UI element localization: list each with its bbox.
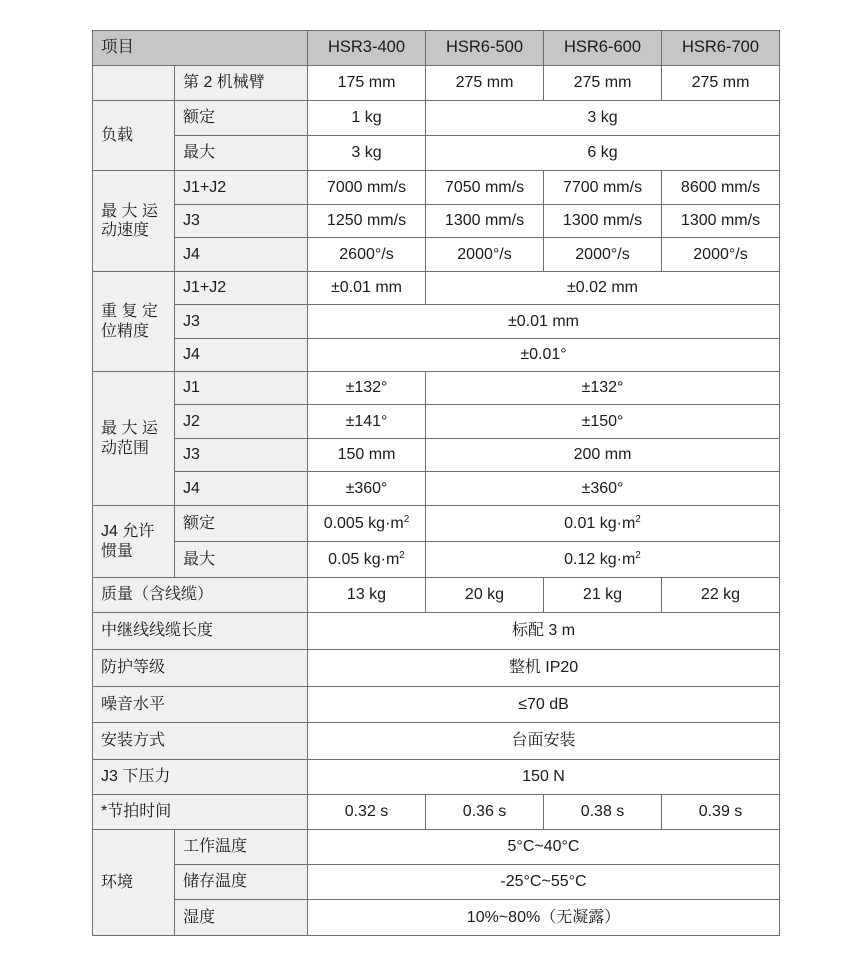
header-item-label: 项目 [93,31,308,66]
group-payload: 负载 [93,101,175,171]
cell-merged [426,542,780,578]
row-label: 第 2 机械臂 [175,66,308,101]
row-mounting [93,723,780,760]
row-label: 工作温度 [175,830,308,865]
group-label-line2: 动范围 [101,439,150,457]
cell: 21 kg [544,578,662,613]
group-label-line1: 最 大 运 [101,420,158,438]
row-env-humidity [93,900,780,936]
cell-merged: 10%~80%（无凝露） [308,900,780,936]
cell: 2600°/s [308,238,426,272]
cell: ±132° [308,372,426,405]
row-label: J3 [175,305,308,339]
cell-merged: 150 N [308,760,780,795]
cell-merged [426,506,780,542]
row-range-j2 [93,405,780,439]
cell: 7700 mm/s [544,171,662,205]
cell [308,506,426,542]
row-repeat-j3 [93,305,780,339]
row-payload-rated [93,101,780,136]
group-label-line1: J4 允许 [101,523,155,541]
row-arm2 [93,66,780,101]
cell-merged: ±0.01° [308,339,780,372]
row-label: J4 [175,339,308,372]
header-row [93,31,780,66]
cell-merged: 台面安装 [308,723,780,760]
cell-text: 0.01 kg·m [564,514,636,532]
cell: 8600 mm/s [662,171,780,205]
header-model-3: HSR6-600 [544,31,662,66]
row-label: 质量（含线缆） [93,578,308,613]
cell: 1 kg [308,101,426,136]
cell-merged: ±0.01 mm [308,305,780,339]
row-label: J3 [175,439,308,472]
cell: 0.36 s [426,795,544,830]
row-label: J1+J2 [175,272,308,305]
row-repeat-j4 [93,339,780,372]
empty-group-cell [93,66,175,101]
row-label: J2 [175,405,308,439]
cell: 3 kg [308,136,426,171]
cell: 22 kg [662,578,780,613]
row-label: J3 [175,205,308,238]
group-label-line2: 惯量 [101,542,134,560]
cell: 0.39 s [662,795,780,830]
row-label: 中继线线缆长度 [93,613,308,650]
row-protection [93,650,780,687]
row-label: 安装方式 [93,723,308,760]
group-label-line2: 动速度 [101,222,150,239]
cell-merged: -25°C~55°C [308,865,780,900]
group-label-line1: 最 大 运 [101,202,158,220]
row-range-j3 [93,439,780,472]
group-speed [93,171,175,272]
row-inertia-max [93,542,780,578]
cell: 275 mm [662,66,780,101]
cell-merged: ±360° [426,472,780,506]
row-repeat-j1j2 [93,272,780,305]
row-label: 最大 [175,542,308,578]
header-model-1: HSR3-400 [308,31,426,66]
header-model-4: HSR6-700 [662,31,780,66]
cell: 1300 mm/s [662,205,780,238]
cell-merged: ≤70 dB [308,687,780,723]
group-environment: 环境 [93,830,175,936]
row-cable [93,613,780,650]
row-inertia-rated [93,506,780,542]
row-range-j1 [93,372,780,405]
group-inertia [93,506,175,578]
cell: 0.38 s [544,795,662,830]
cell: ±0.01 mm [308,272,426,305]
cell-merged: 标配 3 m [308,613,780,650]
cell-merged: ±150° [426,405,780,439]
row-label: J3 下压力 [93,760,308,795]
row-label: 储存温度 [175,865,308,900]
cell-text: 0.05 kg·m [328,550,400,568]
cell-merged: 整机 IP20 [308,650,780,687]
row-label: J4 [175,238,308,272]
cell: 1250 mm/s [308,205,426,238]
cell: 175 mm [308,66,426,101]
cell-merged: ±132° [426,372,780,405]
row-payload-max [93,136,780,171]
row-mass [93,578,780,613]
cell: 275 mm [544,66,662,101]
row-label: 额定 [175,506,308,542]
cell: 13 kg [308,578,426,613]
group-repeatability [93,272,175,372]
cell-merged: ±0.02 mm [426,272,780,305]
spec-table [92,30,780,936]
cell: 275 mm [426,66,544,101]
row-speed-j1j2 [93,171,780,205]
cell: ±360° [308,472,426,506]
row-label: 额定 [175,101,308,136]
row-label: 最大 [175,136,308,171]
cell: 1300 mm/s [544,205,662,238]
row-label: J4 [175,472,308,506]
header-model-2: HSR6-500 [426,31,544,66]
cell: 2000°/s [544,238,662,272]
cell: 1300 mm/s [426,205,544,238]
cell: 20 kg [426,578,544,613]
group-range [93,372,175,506]
group-label-line2: 位精度 [101,322,150,340]
row-cycle-time [93,795,780,830]
row-label: 防护等级 [93,650,308,687]
cell: 0.32 s [308,795,426,830]
superscript: 2 [635,513,641,525]
superscript: 2 [399,549,405,561]
cell-merged: 5°C~40°C [308,830,780,865]
row-label: 湿度 [175,900,308,936]
cell-merged: 200 mm [426,439,780,472]
row-label: *节拍时间 [93,795,308,830]
cell: 7050 mm/s [426,171,544,205]
row-label: J1+J2 [175,171,308,205]
cell: 2000°/s [426,238,544,272]
cell-merged: 6 kg [426,136,780,171]
cell: 150 mm [308,439,426,472]
superscript: 2 [635,549,641,561]
cell-text: 0.005 kg·m [323,514,404,532]
cell [308,542,426,578]
row-env-storage [93,865,780,900]
cell: 2000°/s [662,238,780,272]
row-label: 噪音水平 [93,687,308,723]
row-label: J1 [175,372,308,405]
group-label-line1: 重 复 定 [101,303,158,321]
row-noise [93,687,780,723]
row-env-operating [93,830,780,865]
row-speed-j4 [93,238,780,272]
row-speed-j3 [93,205,780,238]
cell: ±141° [308,405,426,439]
row-range-j4 [93,472,780,506]
row-j3-force [93,760,780,795]
superscript: 2 [403,513,410,525]
cell-text: 0.12 kg·m [564,550,636,568]
cell: 7000 mm/s [308,171,426,205]
cell-merged: 3 kg [426,101,780,136]
